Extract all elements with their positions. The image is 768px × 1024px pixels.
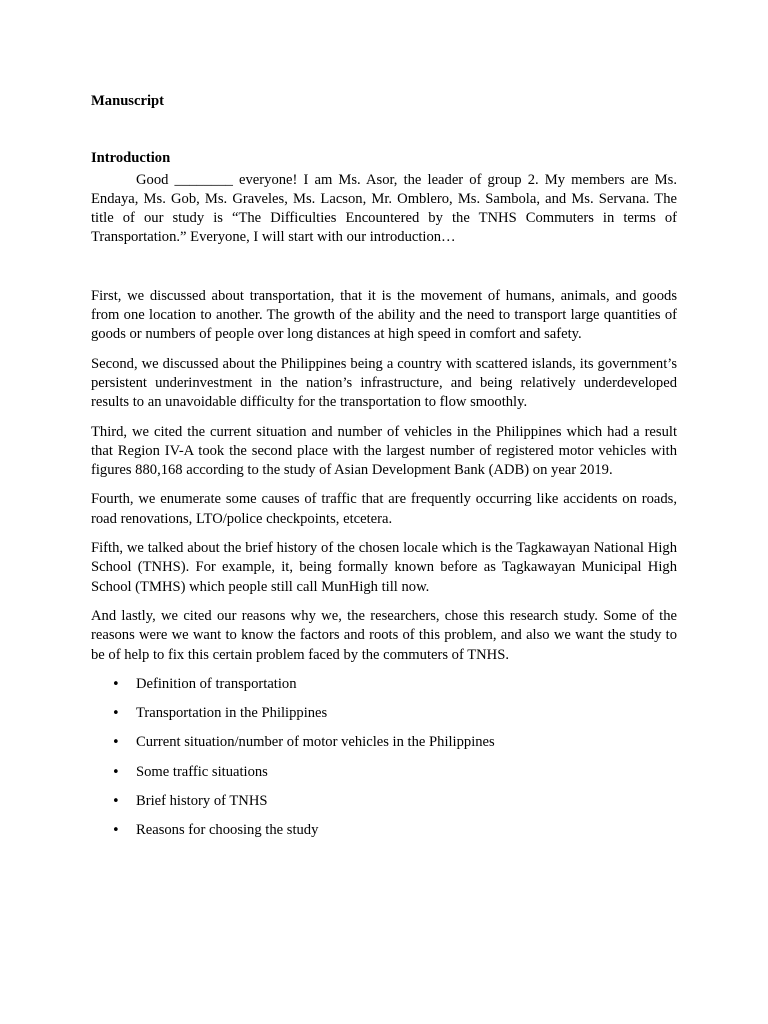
- list-item: [91, 675, 677, 694]
- list-item-text: Reasons for choosing the study: [136, 822, 319, 839]
- bullet-icon: •: [112, 706, 120, 722]
- paragraph-lastly: And lastly, we cited our reasons why we, the researchers, chose this research study. Some of the reasons were we want to know the factors and roots of this problem, and also we want the study to be of help to fix this certain problem faced by the commuters of TNHS.: [91, 607, 677, 663]
- list-item-text: Transportation in the Philippines: [136, 705, 328, 722]
- list-item-text: Definition of transportation: [136, 675, 297, 692]
- bullet-icon: •: [112, 794, 120, 810]
- list-item: [91, 704, 677, 723]
- paragraph-fourth: Fourth, we enumerate some causes of traffic that are frequently occurring like accidents on roads, road renovations, LTO/police checkpoints, etcetera.: [91, 491, 677, 527]
- section-heading-introduction: Introduction: [91, 150, 171, 167]
- list-item-text: Current situation/number of motor vehicles in the Philippines: [136, 734, 495, 751]
- bullet-icon: •: [112, 823, 120, 839]
- topic-list: [91, 675, 677, 841]
- paragraph-greeting: Good ________ everyone! I am Ms. Asor, the leader of group 2. My members are Ms. Endaya, Ms. Gob, Ms. Graveles, Ms. Lacson, Mr. Omblero, Ms. Sambola, and Ms. Servana. The title of our study is “The Difficulties Encountered by the TNHS Commuters in terms of Transportation.” Everyone, I will start with our introduction…: [91, 171, 677, 246]
- paragraph-third: Third, we cited the current situation and number of vehicles in the Philippines which had a result that Region IV-A took the second place with the largest number of registered motor vehicles with figures 880,168 according to the study of Asian Development Bank (ADB) on year 2019.: [91, 423, 677, 479]
- bullet-icon: •: [112, 735, 120, 751]
- list-item: [91, 733, 677, 752]
- list-item: [91, 792, 677, 811]
- list-item-text: Some traffic situations: [136, 763, 268, 780]
- paragraph-fifth: Fifth, we talked about the brief history of the chosen locale which is the Tagkawayan National High School (TNHS). For example, it, being formally known before as Tagkawayan Municipal High School (TMHS) which people still call MunHigh till now.: [91, 540, 677, 595]
- document-title: Manuscript: [91, 93, 164, 109]
- list-item: [91, 763, 677, 782]
- list-item: [91, 821, 677, 840]
- bullet-icon: •: [112, 676, 120, 692]
- document-body: [91, 92, 677, 851]
- paragraph-first: First, we discussed about transportation, that it is the movement of humans, animals, and goods from one location to another. The growth of the ability and the need to transport large quantities of goods or numbers of people over long distances at high speed in comfort and safety.: [91, 287, 677, 343]
- paragraph-second: Second, we discussed about the Philippines being a country with scattered islands, its government’s persistent underinvestment in the nation’s infrastructure, and being relatively underdeveloped results to an unavoidable difficulty for the transportation to flow smoothly.: [91, 355, 677, 411]
- list-item-text: Brief history of TNHS: [136, 793, 268, 810]
- bullet-icon: •: [112, 764, 120, 780]
